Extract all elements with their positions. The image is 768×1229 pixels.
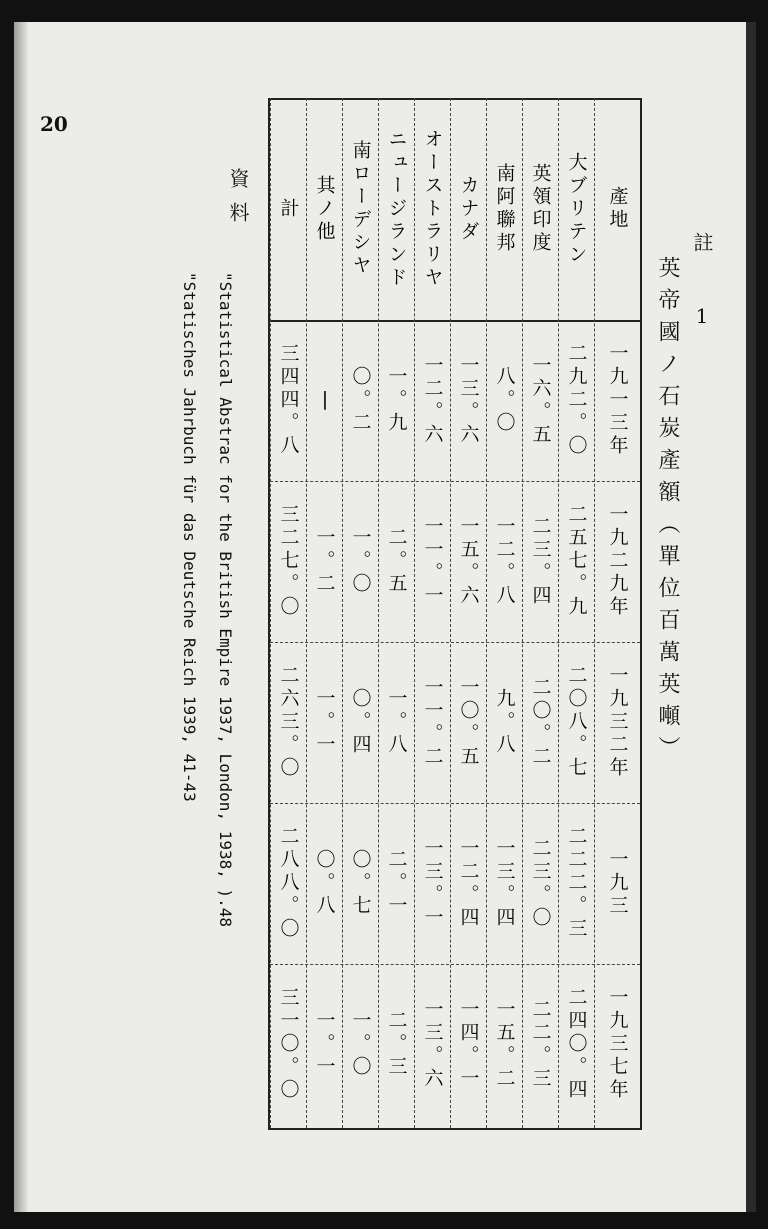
value-cell: 一一。二: [421, 676, 444, 769]
region-column: [558, 98, 595, 1128]
value-cell: 二二二。三: [565, 826, 588, 941]
value-cell: 二三。四: [529, 515, 552, 608]
value-cell: 二〇八。七: [565, 665, 588, 780]
value-cell: 一二。八: [493, 515, 516, 608]
region-column: [306, 98, 343, 1128]
value-cell: 一一。一: [421, 515, 444, 608]
note-label: 註 1: [690, 232, 714, 342]
value-cell: 二八八。〇: [277, 826, 300, 941]
page-number: 20: [40, 112, 68, 136]
value-cell: 一三。四: [493, 837, 516, 930]
value-cell: 一。一: [313, 688, 336, 757]
region-name: 其ノ他: [313, 174, 336, 244]
region-column: [414, 98, 451, 1128]
value-cell: 一四。一: [457, 998, 480, 1091]
value-cell: 三四四。八: [277, 343, 300, 458]
value-cell: 一五。二: [493, 998, 516, 1091]
value-cell: 〇。二: [349, 366, 372, 435]
region-column: [378, 98, 415, 1128]
value-cell: 一三。一: [421, 837, 444, 930]
region-name: 南阿聯邦: [493, 163, 516, 255]
source-line-1: "Statistical Abstrac for the British Empire 1937, London, 1938, ).48: [216, 272, 235, 928]
value-cell: 二。一: [385, 849, 408, 918]
table-title: 英帝國ノ石炭產額（單位百萬英噸）: [655, 256, 680, 768]
value-cell: 〇。七: [349, 849, 372, 918]
value-cell: 三二七。〇: [277, 504, 300, 619]
region-column: [342, 98, 379, 1128]
year-cell: 一九三: [606, 849, 629, 918]
header-column: [594, 98, 641, 1128]
value-cell: 二〇。二: [529, 676, 552, 769]
region-name: ニュージランド: [385, 128, 408, 290]
page-edge: [746, 22, 756, 1212]
region-column: [270, 98, 307, 1128]
value-cell: 二三。〇: [529, 837, 552, 930]
value-cell: 二四〇。四: [565, 987, 588, 1102]
year-cell: 一九一三年: [606, 343, 629, 458]
value-cell: 一二。四: [457, 837, 480, 930]
value-cell: 一六。五: [529, 354, 552, 447]
region-name: 英領印度: [529, 163, 552, 255]
value-cell: 二。五: [385, 527, 408, 596]
region-column: [486, 98, 523, 1128]
value-cell: 一。二: [313, 527, 336, 596]
header-cell: 產地: [606, 186, 629, 232]
value-cell: 二二。三: [529, 998, 552, 1091]
value-cell: 一五。六: [457, 515, 480, 608]
region-name: 計: [277, 197, 300, 221]
region-column: [450, 98, 487, 1128]
region-name: カナダ: [457, 174, 480, 244]
value-cell: 一。一: [313, 1010, 336, 1079]
value-cell: 一〇。五: [457, 676, 480, 769]
value-cell: 二九二。〇: [565, 343, 588, 458]
value-cell: 九。八: [493, 688, 516, 757]
value-cell: 八。〇: [493, 366, 516, 435]
value-cell: 〇。八: [313, 849, 336, 918]
value-cell: 三一〇。〇: [277, 987, 300, 1102]
value-cell: 一二。六: [421, 354, 444, 447]
coal-production-table: [268, 98, 642, 1130]
value-cell: 二。三: [385, 1010, 408, 1079]
value-cell: 一。〇: [349, 527, 372, 596]
year-cell: 一九三七年: [606, 987, 629, 1102]
region-name: 南ローデシヤ: [349, 140, 372, 278]
sources-label: 資料: [226, 168, 250, 236]
region-name: 大ブリテン: [565, 151, 588, 267]
value-cell: 一。九: [385, 366, 408, 435]
year-cell: 一九三二年: [606, 665, 629, 780]
year-cell: 一九二九年: [606, 504, 629, 619]
value-cell: 二六三。〇: [277, 665, 300, 780]
value-cell: 一。八: [385, 688, 408, 757]
page-gutter: [14, 22, 28, 1212]
value-cell: 二五七。九: [565, 504, 588, 619]
region-column: [522, 98, 559, 1128]
region-name: オーストラリヤ: [421, 128, 444, 290]
value-cell: |: [314, 387, 336, 414]
value-cell: 一三。六: [421, 998, 444, 1091]
value-cell: 一。〇: [349, 1010, 372, 1079]
value-cell: 〇。四: [349, 688, 372, 757]
source-line-2: "Statisches Jahrbuch für das Deutsche Reich 1939, 41-43: [180, 272, 199, 802]
value-cell: 一三。六: [457, 354, 480, 447]
